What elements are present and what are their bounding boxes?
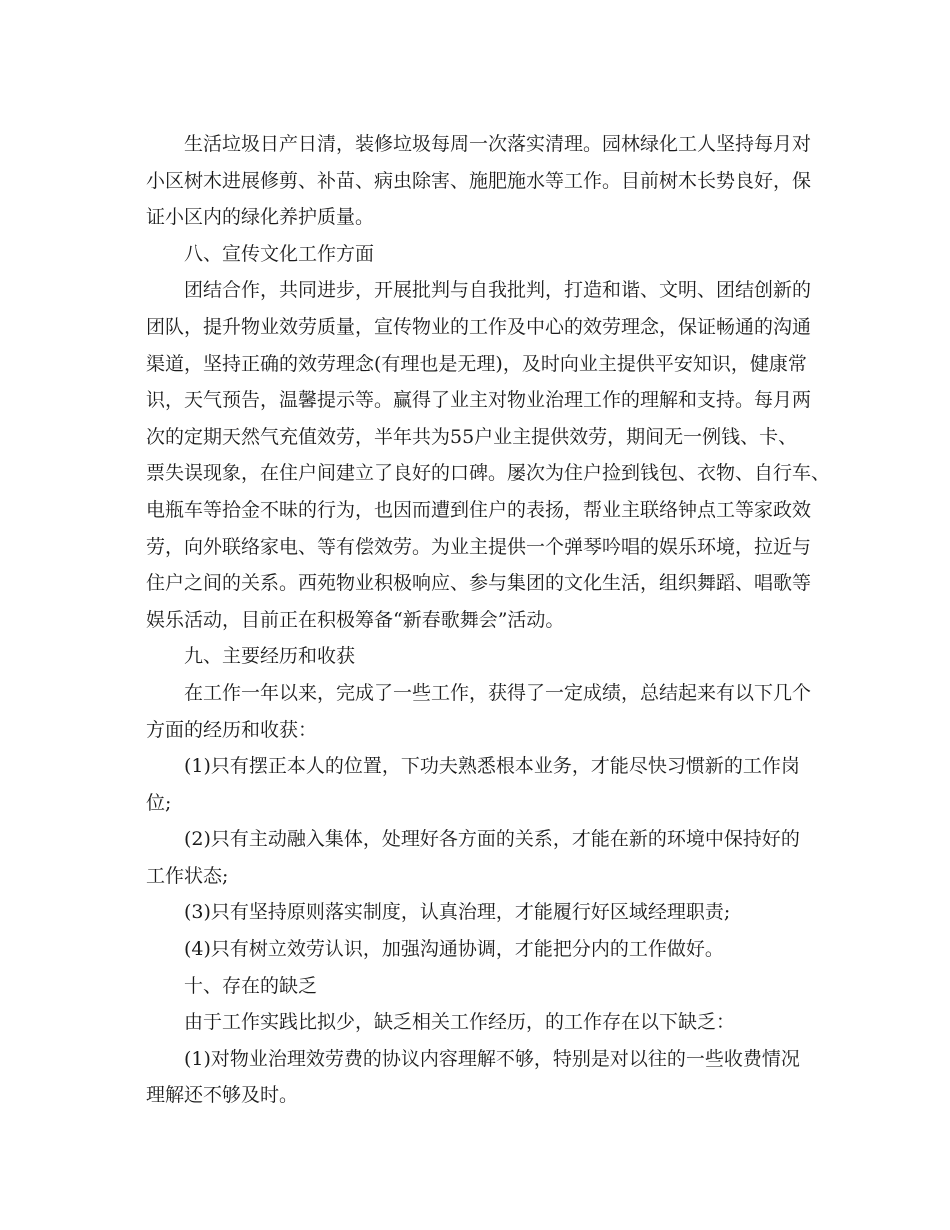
text-line: 娱乐活动，目前正在积极筹备“新春歌舞会”活动。: [146, 608, 565, 631]
text-line: 团结合作，共同进步，开展批判与自我批判，打造和谐、文明、团结创新的: [184, 279, 812, 302]
text-line: 证小区内的绿化养护质量。: [146, 206, 375, 229]
text-line: 小区树木进展修剪、补苗、病虫除害、施肥施水等工作。目前树木长势良好，保: [146, 169, 812, 192]
list-item: (2)只有主动融入集体，处理好各方面的关系，才能在新的环境中保持好的: [184, 828, 800, 851]
list-item: (1)对物业治理效劳费的协议内容理解不够，特别是对以往的一些收费情况: [184, 1047, 800, 1070]
text-line: 劳，向外联络家电、等有偿效劳。为业主提供一个弹琴吟唱的娱乐环境，拉近与: [146, 535, 812, 558]
text-line: 理解还不够及时。: [146, 1084, 299, 1107]
text-line: 次的定期天然气充值效劳，半年共为55户业主提供效劳，期间无一例钱、卡、: [146, 425, 798, 448]
section-heading: 九、主要经历和收获: [184, 645, 356, 668]
section-heading: 八、宣传文化工作方面: [184, 242, 375, 265]
text-line: 工作状态;: [146, 864, 229, 887]
text-line: 团队，提升物业效劳质量，宣传物业的工作及中心的效劳理念，保证畅通的沟通: [146, 315, 812, 338]
text-line: 在工作一年以来，完成了一些工作，获得了一定成绩，总结起来有以下几个: [184, 681, 812, 704]
text-line: 识，天气预告，温馨提示等。赢得了业主对物业治理工作的理解和支持。每月两: [146, 389, 812, 412]
text-line: 渠道，坚持正确的效劳理念(有理也是无理)，及时向业主提供平安知识，健康常: [146, 352, 807, 375]
text-line: 电瓶车等拾金不昧的行为，也因而遭到住户的表扬，帮业主联络钟点工等家政效: [146, 498, 812, 521]
section-heading: 十、存在的缺乏: [184, 974, 318, 997]
text-line: 由于工作实践比拟少，缺乏相关工作经历，的工作存在以下缺乏：: [184, 1011, 736, 1034]
text-line: 位;: [146, 791, 172, 814]
text-line: 方面的经历和收获：: [146, 718, 318, 741]
list-item: (3)只有坚持原则落实制度，认真治理，才能履行好区域经理职责;: [184, 901, 731, 924]
list-item: (1)只有摆正本人的位置，下功夫熟悉根本业务，才能尽快习惯新的工作岗: [184, 755, 800, 778]
text-line: 生活垃圾日产日清，装修垃圾每周一次落实清理。园林绿化工人坚持每月对: [184, 133, 812, 155]
text-line: 住户之间的关系。西苑物业积极响应、参与集团的文化生活，组织舞蹈、唱歌等: [146, 572, 812, 595]
document-body: [146, 126, 831, 1114]
text-line: 票失误现象，在住户间建立了良好的口碑。屡次为住户捡到钱包、衣物、自行车、: [146, 462, 831, 485]
list-item: (4)只有树立效劳认识，加强沟通协调，才能把分内的工作做好。: [184, 938, 724, 961]
